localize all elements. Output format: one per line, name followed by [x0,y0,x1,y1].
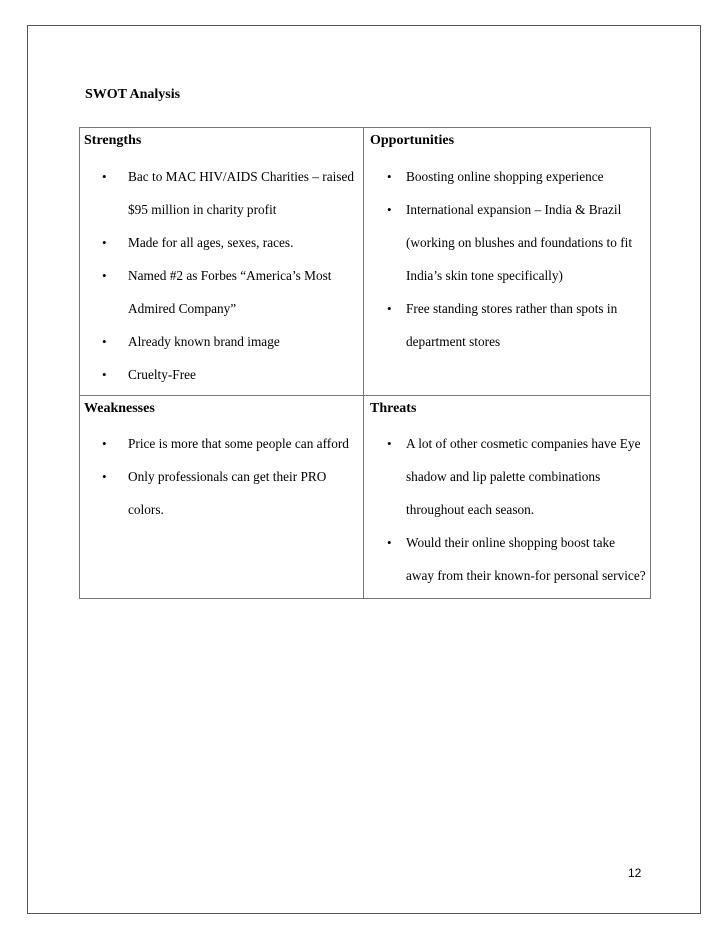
list-item [80,460,363,526]
bullet-icon: • [102,469,107,484]
list-item-text: Made for all ages, sexes, races. [128,235,294,250]
bullet-icon: • [387,535,392,550]
bullet-icon: • [387,169,392,184]
list-item [364,292,650,358]
list-item-text: Cruelty-Free [128,367,196,382]
strengths-heading: Strengths [84,133,142,148]
list-item-text: Would their online shopping boost take away from their known-for personal service? [406,535,646,583]
list-item [364,427,650,526]
list-item [80,325,363,358]
weaknesses-list [80,417,363,526]
page-title: SWOT Analysis [85,87,181,102]
list-item [364,193,650,292]
list-item [364,526,650,592]
list-item [80,160,363,226]
list-item [80,427,363,460]
bullet-icon: • [387,202,392,217]
list-item-text: Boosting online shopping experience [406,169,604,184]
opportunities-list [364,149,650,358]
swot-row-top [80,128,651,396]
page-number: 12 [628,866,642,880]
list-item [80,358,363,391]
list-item-text: Bac to MAC HIV/AIDS Charities – raised $95 million in charity profit [128,169,355,217]
list-item-text: Already known brand image [128,334,280,349]
weaknesses-cell [80,396,364,599]
bullet-icon: • [102,268,107,283]
list-item-text: Price is more that some people can afford [128,436,349,451]
bullet-icon: • [102,169,107,184]
bullet-icon: • [102,436,107,451]
list-item-text: International expansion – India & Brazil (working on blushes and foundations to fit India’s skin tone specifically) [406,202,633,283]
list-item-text: Only professionals can get their PRO colors. [128,469,327,517]
strengths-list [80,149,363,391]
strengths-cell [80,128,364,396]
weaknesses-heading: Weaknesses [84,401,155,416]
swot-row-bottom [80,396,651,599]
bullet-icon: • [102,367,107,382]
list-item-text: A lot of other cosmetic companies have Eye shadow and lip palette combinations throughout each season. [406,436,641,517]
list-item [80,259,363,325]
list-item [364,160,650,193]
bullet-icon: • [387,436,392,451]
opportunities-heading: Opportunities [370,133,455,148]
swot-table [79,127,651,599]
list-item [80,226,363,259]
bullet-icon: • [102,334,107,349]
bullet-icon: • [102,235,107,250]
opportunities-cell [364,128,651,396]
threats-list [364,417,650,598]
threats-cell [364,396,651,599]
threats-heading: Threats [370,401,417,416]
bullet-icon: • [387,301,392,316]
list-item-text: Free standing stores rather than spots in department stores [406,301,618,349]
list-item-text: Named #2 as Forbes “America’s Most Admired Company” [128,268,332,316]
